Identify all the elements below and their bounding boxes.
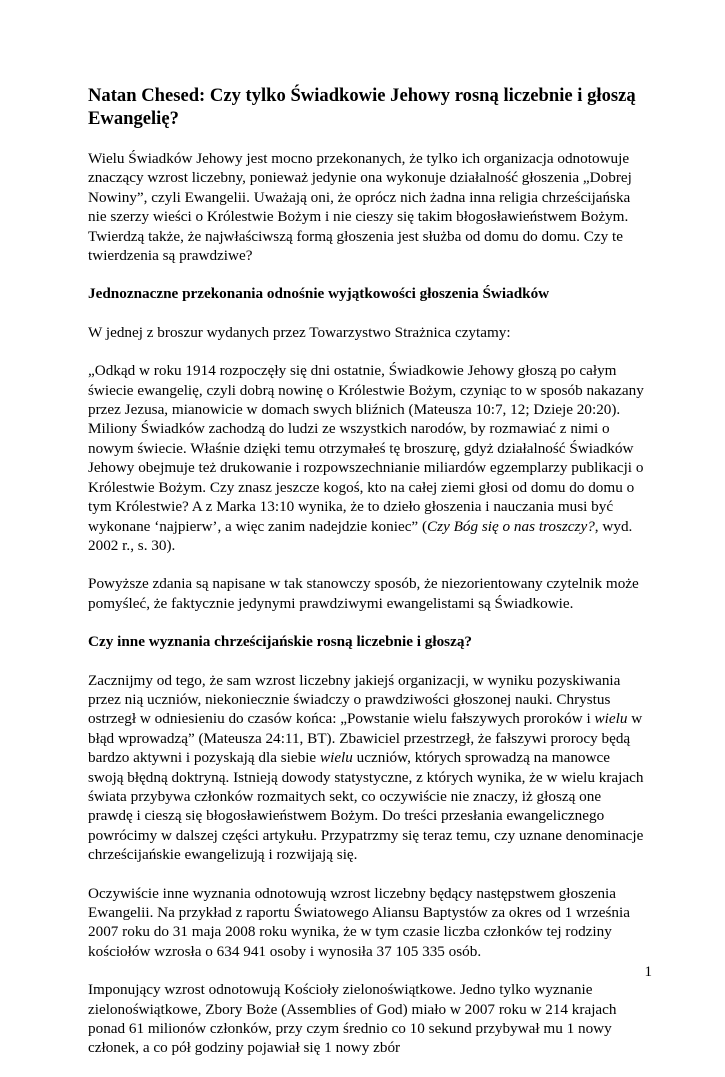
text-run: Zacznijmy od tego, że sam wzrost liczebny jakiejś organizacji, w wyniku pozyskiwania przez nią uczniów, niekoniecznie świadczy o prawdziwości głoszonej nauki. Chrystus ostrzegł w odniesieniu do czasów końca: „Powstanie wielu fałszywych proroków i xyxy=(88,671,621,728)
emphasis-wielu: wielu xyxy=(319,749,353,767)
page-number: 1 xyxy=(644,964,652,980)
paragraph-brochure-intro: W jednej z broszur wydanych przez Towarzystwo Strażnica czytamy: xyxy=(88,323,511,341)
paragraph-commentary: Powyższe zdania są napisane w tak stanowczy sposób, że niezorientowany czytelnik może pomyśleć, że faktycznie jedynymi prawdziwymi ewangelistami są Świadkowie. xyxy=(88,575,639,612)
quote-paragraph xyxy=(88,361,644,555)
quote-text: „Odkąd w roku 1914 rozpoczęły się dni ostatnie, Świadkowie Jehowy głoszą po całym świecie ewangelię, czyli dobrą nowinę o Królestwie Bożym, czyniąc to w sposób nakazany przez Jezusa, mianowicie w domach swych bliźnich (Mateusza 10:7, 12; Dzieje 20:20). Miliony Świadków zachodzą do ludzi ze wszystkich narodów, by rozmawiać z nimi o nowym świecie. Właśnie dzięki temu otrzymałeś tę broszurę, gdyż działalność Świadków Jehowy obejmuje też drukowanie i rozpowszechnianie miliardów egzemplarzy publikacji o Królestwie Bożym. Czy znasz jeszcze kogoś, kto na całej ziemi głosi od domu do domu o tym Królestwie? A z Marka 13:10 wynika, że to dzieło głoszenia i nauczania musi być wykonane ‘najpierw’, a więc zanim nadejdzie koniec” ( xyxy=(88,362,644,535)
text-run: w błąd wprowadzą” (Mateusza 24:11, BT). Zbawiciel przestrzegł, że fałszywi prorocy będą bardzo aktywni i pozyskają dla siebie xyxy=(88,710,643,767)
paragraph-baptist-growth: Oczywiście inne wyznania odnotowują wzrost liczebny będący następstwem głoszenia Ewangelii. Na przykład z raportu Światowego Aliansu Baptystów za okres od 1 września 2007 roku do 31 maja 2008 roku wynika, że w tym czasie liczba członków tej rodziny kościołów wzrosła o 634 941 osoby i wynosiła 37 105 335 osób. xyxy=(88,884,630,960)
text-run: uczniów, których sprowadzą na manowce swoją błędną doktryną. Istnieją dowody statystyczne, z których wynika, że w wielu krajach świata przybywa członków rozmaitych sekt, co oczywiście nie znaczy, iż głoszą one prawdę i cieszą się błogosławieństwem Bożym. Do treści przesłania ewangelicznego powrócimy w dalszej części artykułu. Przypatrzmy się teraz temu, czy uznane denominacje chrześcijańskie ewangelizują i rozwijają się. xyxy=(88,749,644,864)
section-heading-growth: Czy inne wyznania chrześcijańskie rosną liczebnie i głoszą? xyxy=(88,633,473,651)
section-heading-uniqueness: Jednoznaczne przekonania odnośnie wyjątkowości głoszenia Świadków xyxy=(88,285,550,303)
quote-source-title: Czy Bóg się o nas troszczy? xyxy=(427,517,595,535)
document-title: Natan Chesed: Czy tylko Świadkowie Jehowy rosną liczebnie i głoszą Ewangelię? xyxy=(88,85,636,129)
paragraph-false-prophets xyxy=(88,671,644,865)
emphasis-wielu: wielu xyxy=(594,710,628,728)
quote-source-tail: , wyd. 2002 r., s. 30). xyxy=(88,517,633,554)
document-body xyxy=(88,84,644,1077)
intro-paragraph: Wielu Świadków Jehowy jest mocno przekonanych, że tylko ich organizacja odnotowuje znaczący wzrost liczebny, ponieważ jedynie ona wykonuje działalność głoszenia „Dobrej Nowiny”, czyli Ewangelii. Uważają oni, że oprócz nich żadna inna religia chrześcijańska nie szerzy wieści o Królestwie Bożym i nie cieszy się takim błogosławieństwem Bożym. Twierdzą także, że najwłaściwszą formą głoszenia jest służba od domu do domu. Czy te twierdzenia są prawdziwe? xyxy=(88,150,632,265)
paragraph-pentecostal-growth: Imponujący wzrost odnotowują Kościoły zielonoświątkowe. Jedno tylko wyznanie zielonoświątkowe, Zbory Boże (Assemblies of God) miało w 2007 roku w 214 krajach ponad 61 milionów członków, przy czym średnio co 10 sekund przybywał mu 1 nowy członek, a co pół godziny pojawiał się 1 nowy zbór xyxy=(88,981,617,1057)
